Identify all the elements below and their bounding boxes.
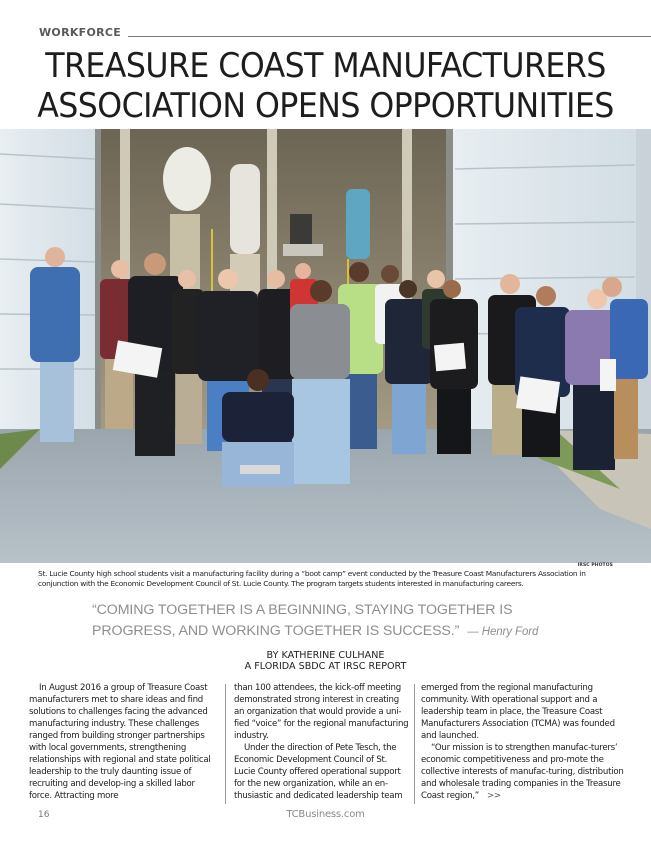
continued-marker: >> xyxy=(486,791,501,801)
section-header xyxy=(39,26,651,40)
body-paragraph: than 100 attendees, the kick-off meeting demonstrated strong interest in creating an organization that would provide a uni-fied “voice” for the regional manufacturing industry. xyxy=(234,683,409,741)
footer-site-link[interactable]: TCBusiness.com xyxy=(286,809,365,820)
body-paragraph: emerged from the regional manufacturing community. With operational support and a leadership team in place, the Treasure Coast Manufacturers Association (TCMA) was founded and launched. xyxy=(421,683,615,741)
body-column-2 xyxy=(234,682,410,802)
section-rule xyxy=(128,36,651,37)
body-paragraph: In August 2016 a group of Treasure Coast manufacturers met to share ideas and find solutions to challenges facing the advanced manufacturing industry. These challenges ranged from building stronger partnerships with local governments, strengthening relationships with regional and state political leadership to the truly daunting issue of recruiting and develop-ing a skilled labor force. Attracting more xyxy=(29,683,211,801)
byline xyxy=(0,650,651,672)
pull-quote-attribution: — Henry Ford xyxy=(467,626,539,638)
byline-author: BY KATHERINE CULHANE xyxy=(266,650,385,661)
body-paragraph xyxy=(421,742,626,802)
photo-credit: IRSC PHOTOS xyxy=(577,563,613,568)
article-body xyxy=(29,682,629,808)
headline-line-2: ASSOCIATION OPENS OPPORTUNITIES xyxy=(37,86,614,126)
group-photo-illustration xyxy=(0,129,651,563)
pull-quote-text: “COMING TOGETHER IS A BEGINNING, STAYING TOGETHER IS PROGRESS, AND WORKING TOGETHER IS SUCCESS.” xyxy=(92,602,513,639)
pull-quote xyxy=(92,600,572,643)
photo-caption: St. Lucie County high school students visit a manufacturing facility during a “boot camp” event conducted by the Treasure Coast Manufacturers Association in conjunction with the Economic Development Council of St. Lucie County. The program targets students interested in manufacturing careers. xyxy=(38,569,586,588)
body-paragraph-text: “Our mission is to strengthen manufac-turers’ economic competitiveness and pro-mote the collective interests of manufac-turing, distribution and wholesale trading companies in the Treasure Coast region,” xyxy=(421,743,624,801)
section-label: WORKFORCE xyxy=(39,26,122,39)
column-divider xyxy=(414,684,415,804)
feature-photo xyxy=(0,129,651,563)
column-divider xyxy=(225,684,226,804)
body-column-3 xyxy=(421,682,626,802)
headline-line-1: TREASURE COAST MANUFACTURERS xyxy=(45,46,606,86)
body-paragraph: Under the direction of Pete Tesch, the Economic Development Council of St. Lucie County offered operational support for the new organization, while an en-thusiastic and dedicated leadership team xyxy=(234,743,403,801)
page-number: 16 xyxy=(38,810,50,820)
article-headline xyxy=(23,46,628,126)
byline-report: A FLORIDA SBDC AT IRSC REPORT xyxy=(244,661,407,672)
body-column-1 xyxy=(29,682,215,802)
